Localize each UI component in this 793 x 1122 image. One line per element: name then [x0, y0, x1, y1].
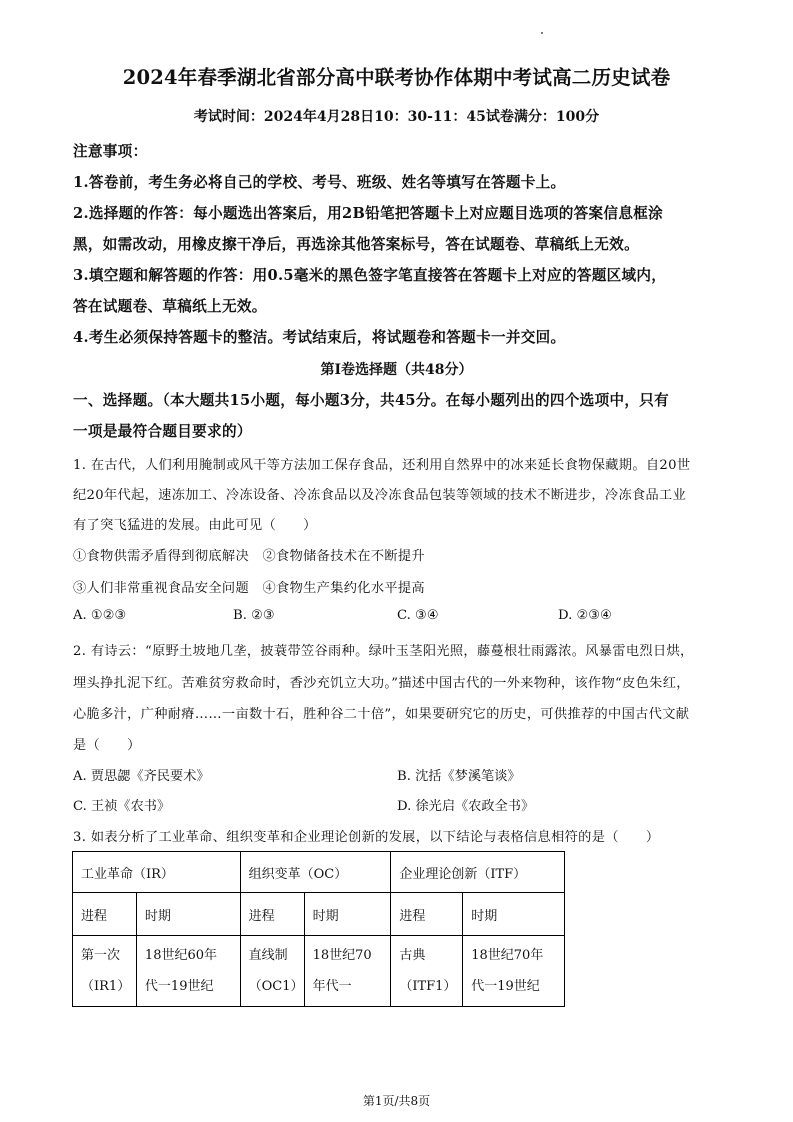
question-2-option-c[interactable]: C. 王祯《农书》 — [73, 799, 171, 814]
section-instruction: 一、选择题。（本大题共15小题，每小题3分，共45分。在每小题列出的四个选项中，只有 — [73, 392, 670, 409]
table-subheader: 时期 — [463, 893, 565, 936]
scan-speck — [541, 32, 543, 34]
notice-line: 3.填空题和解答题的作答：用0.5毫米的黑色签字笔直接答在答题卡上对应的答题区域内， — [73, 267, 667, 284]
cell-line: 18世纪70 — [312, 948, 372, 963]
table-group-header: 工业革命（IR） — [73, 852, 241, 893]
table-group-header: 企业理论创新（ITF） — [391, 852, 565, 893]
part1-heading: 第Ⅰ卷选择题（共48分） — [320, 362, 473, 378]
cell-line: 18世纪60年 — [144, 948, 218, 963]
question-2-stem: 是（ ） — [73, 738, 141, 753]
table-subheader: 进程 — [240, 893, 304, 936]
question-1-item: ③人们非常重视食品安全问题 ④食物生产集约化水平提高 — [73, 581, 425, 596]
cell-line: 古典 — [399, 948, 426, 963]
question-2-option-d[interactable]: D. 徐光启《农政全书》 — [397, 799, 535, 814]
table-subheader: 进程 — [73, 893, 137, 936]
question-3-stem: 3. 如表分析了工业革命、组织变革和企业理论创新的发展，以下结论与表格信息相符的是（ ） — [73, 830, 660, 845]
question-1-option-d[interactable]: D. ②③④ — [558, 608, 612, 623]
question-1-stem: 1. 在古代，人们利用腌制或风干等方法加工保存食品，还利用自然界中的冰来延长食物保藏期。自20世 — [73, 458, 691, 473]
notice-line: 答在试题卷、草稿纸上无效。 — [73, 298, 267, 315]
notice-heading: 注意事项： — [73, 143, 148, 160]
question-2-stem: 2. 有诗云：“原野土坡地几垄，披蓑带笠谷雨种。绿叶玉茎阳光照，藤蔓根壮雨露浓。风暴雷电烈日烘， — [73, 644, 694, 659]
table-group-header: 组织变革（OC） — [240, 852, 391, 893]
notice-line: 黑，如需改动，用橡皮擦干净后，再选涂其他答案标号，答在试题卷、草稿纸上无效。 — [73, 236, 639, 253]
question-1-option-b[interactable]: B. ②③ — [233, 608, 275, 623]
development-table — [72, 851, 565, 1007]
question-2-stem: 心脆多汁，广种耐瘠……一亩数十石，胜种谷二十倍”，如果要研究它的历史，可供推荐的中国古代文献 — [73, 707, 690, 722]
table-cell — [391, 936, 463, 1007]
question-1-option-a[interactable]: A. ①②③ — [73, 608, 127, 623]
cell-line: 代一19世纪 — [144, 979, 214, 994]
cell-line: （OC1） — [248, 979, 304, 994]
notice-line: 1.答卷前，考生务必将自己的学校、考号、班级、姓名等填写在答题卡上。 — [73, 174, 566, 191]
table-subheader: 时期 — [136, 893, 240, 936]
table-cell — [136, 936, 240, 1007]
question-2-stem: 埋头挣扎泥下红。苦难贫穷救命时，香沙充饥立大功。”描述中国古代的一外来物种，该作物“皮色朱红， — [73, 676, 690, 691]
cell-line: （IR1） — [81, 979, 131, 994]
cell-line: 第一次 — [81, 948, 121, 963]
notice-line: 4.考生必须保持答题卡的整洁。考试结束后，将试题卷和答题卡一并交回。 — [73, 329, 566, 346]
table-cell — [73, 936, 137, 1007]
question-1-stem: 有了突飞猛进的发展。由此可见（ ） — [73, 518, 317, 533]
table-row — [73, 936, 565, 1007]
exam-title: 2024年春季湖北省部分高中联考协作体期中考试高二历史试卷 — [122, 66, 671, 89]
question-2-option-b[interactable]: B. 沈括《梦溪笔谈》 — [397, 769, 521, 784]
question-1-option-c[interactable]: C. ③④ — [397, 608, 439, 623]
cell-line: 18世纪70年 — [471, 948, 544, 963]
table-cell — [304, 936, 391, 1007]
question-2-option-a[interactable]: A. 贾思勰《齐民要术》 — [73, 769, 210, 784]
question-1-item: ①食物供需矛盾得到彻底解决 ②食物储备技术在不断提升 — [73, 549, 425, 564]
cell-line: 年代一 — [312, 979, 352, 994]
question-1-stem: 纪20年代起，速冻加工、冷冻设备、冷冻食品以及冷冻食品包装等领域的技术不断进步，冷冻食品工业 — [73, 488, 687, 503]
page-number: 第1页/共8页 — [362, 1094, 431, 1108]
notice-line: 2.选择题的作答：每小题选出答案后，用2B铅笔把答题卡上对应题目选项的答案信息框涂 — [73, 205, 663, 222]
section-instruction: 一项是最符合题目要求的） — [73, 423, 252, 440]
exam-subtitle: 考试时间：2024年4月28日10：30-11：45试卷满分：100分 — [193, 109, 600, 125]
cell-line: （ITF1） — [399, 979, 457, 994]
table-cell — [463, 936, 565, 1007]
table-subheader: 进程 — [391, 893, 463, 936]
cell-line: 代一19世纪 — [471, 979, 540, 994]
table-cell — [240, 936, 304, 1007]
table-subheader: 时期 — [304, 893, 391, 936]
cell-line: 直线制 — [248, 948, 288, 963]
